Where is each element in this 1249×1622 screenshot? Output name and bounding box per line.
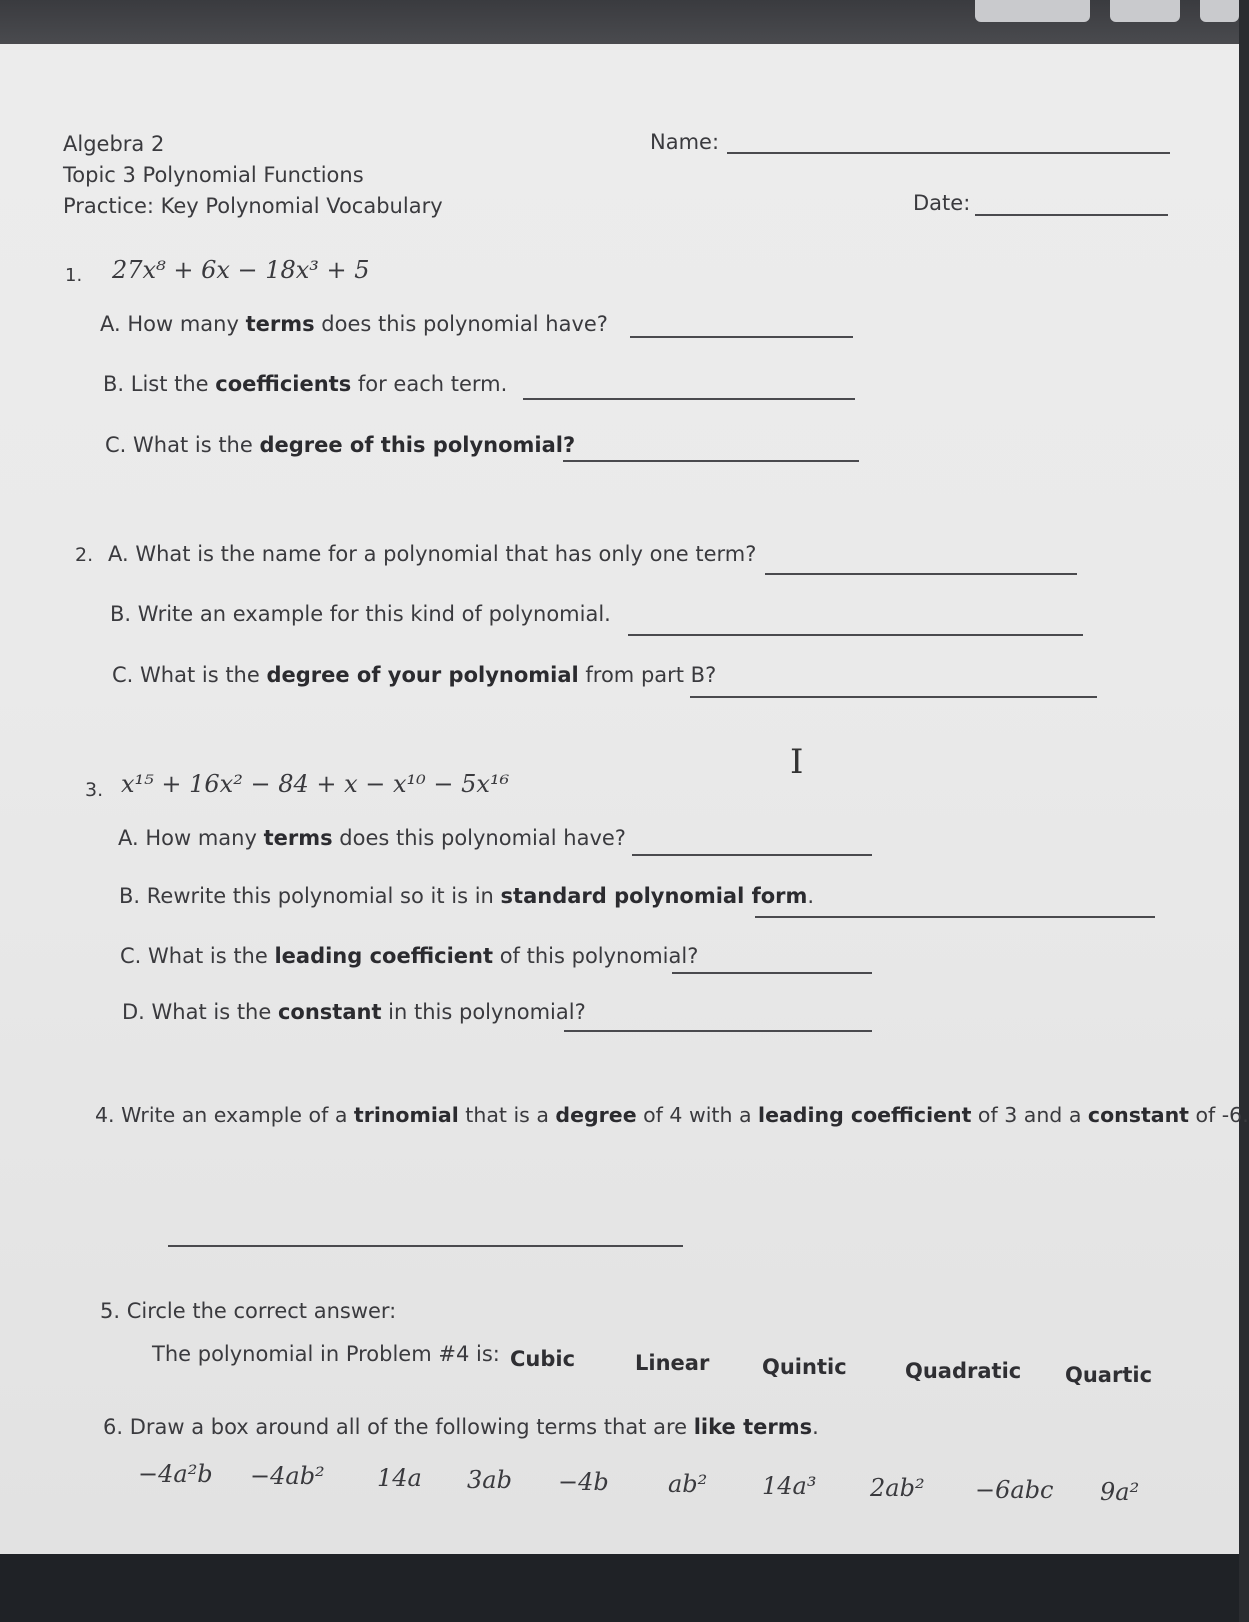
question-5-statement: The polynomial in Problem #4 is: [152, 1342, 500, 1366]
question-2c: C. What is the degree of your polynomial from part B? [112, 663, 717, 687]
question-3-expression: x¹⁵ + 16x² − 84 + x − x¹⁰ − 5x¹⁶ [121, 770, 510, 798]
bottom-bar [0, 1554, 1239, 1622]
question-1a: A. How many terms does this polynomial have? [100, 312, 608, 336]
practice-title: Practice: Key Polynomial Vocabulary [63, 194, 443, 218]
answer-line-3c[interactable] [672, 972, 872, 974]
term-4[interactable]: 3ab [467, 1466, 512, 1494]
question-1c: C. What is the degree of this polynomial? [105, 433, 576, 457]
choice-quadratic[interactable]: Quadratic [905, 1359, 1022, 1383]
term-5[interactable]: −4b [558, 1468, 609, 1496]
choice-quintic[interactable]: Quintic [762, 1355, 847, 1379]
choice-quartic[interactable]: Quartic [1065, 1363, 1153, 1387]
term-6[interactable]: ab² [668, 1470, 708, 1498]
answer-line-2a[interactable] [765, 573, 1077, 575]
term-8[interactable]: 2ab² [870, 1474, 925, 1502]
answer-line-1b[interactable] [523, 398, 855, 400]
question-1b: B. List the coefficients for each term. [103, 372, 508, 396]
date-answer-line[interactable] [975, 214, 1168, 216]
toolbar-button[interactable] [1110, 0, 1180, 22]
question-2b: B. Write an example for this kind of polynomial. [110, 602, 611, 626]
question-2-number: 2. [75, 544, 94, 566]
answer-line-1c[interactable] [563, 460, 859, 462]
top-toolbar [0, 0, 1239, 48]
answer-line-4[interactable] [168, 1245, 683, 1247]
name-label: Name: [650, 130, 720, 154]
question-6-prompt: 6. Draw a box around all of the following terms that are like terms. [103, 1415, 819, 1439]
question-3c: C. What is the leading coefficient of this polynomial? [120, 944, 699, 968]
answer-line-3d[interactable] [564, 1030, 872, 1032]
question-3d: D. What is the constant in this polynomial? [122, 1000, 586, 1024]
question-5-prompt: 5. Circle the correct answer: [100, 1299, 397, 1323]
answer-line-1a[interactable] [630, 336, 853, 338]
answer-line-3b[interactable] [755, 916, 1155, 918]
text-cursor-icon: I [790, 742, 804, 782]
question-3b: B. Rewrite this polynomial so it is in standard polynomial form. [119, 884, 815, 908]
choice-cubic[interactable]: Cubic [510, 1347, 576, 1371]
term-3[interactable]: 14a [377, 1464, 422, 1492]
answer-line-2b[interactable] [628, 634, 1083, 636]
question-3-number: 3. [85, 779, 104, 801]
term-9[interactable]: −6abc [975, 1476, 1054, 1504]
toolbar-button[interactable] [1200, 0, 1239, 22]
answer-line-3a[interactable] [632, 854, 872, 856]
question-2a: A. What is the name for a polynomial that has only one term? [108, 542, 757, 566]
term-2[interactable]: −4ab² [250, 1462, 325, 1490]
date-label: Date: [913, 191, 971, 215]
topic-title: Topic 3 Polynomial Functions [63, 163, 364, 187]
name-answer-line[interactable] [727, 152, 1170, 154]
answer-line-2c[interactable] [690, 696, 1097, 698]
question-1-number: 1. [65, 265, 83, 286]
question-3a: A. How many terms does this polynomial have? [118, 826, 626, 850]
question-1-expression: 27x⁸ + 6x − 18x³ + 5 [112, 256, 370, 284]
term-7[interactable]: 14a³ [762, 1472, 817, 1500]
choice-linear[interactable]: Linear [635, 1351, 710, 1375]
term-10[interactable]: 9a² [1100, 1478, 1140, 1506]
term-1[interactable]: −4a²b [138, 1460, 213, 1488]
toolbar-button[interactable] [975, 0, 1090, 22]
course-title: Algebra 2 [63, 132, 165, 156]
question-4: 4. Write an example of a trinomial that is a degree of 4 with a leading coefficient of 3 and a constant of -6. [95, 1103, 1249, 1127]
